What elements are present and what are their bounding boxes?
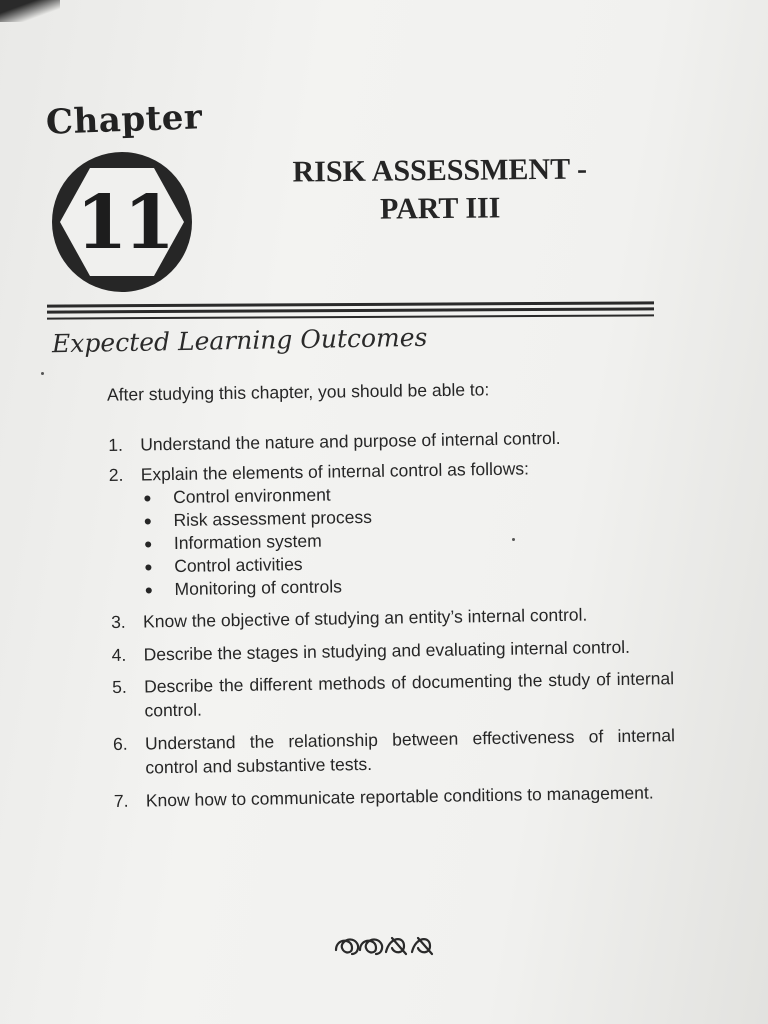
outcome-text: Know the objective of studying an entity’s internal control. bbox=[142, 604, 588, 632]
chapter-badge bbox=[50, 150, 195, 295]
outcome-item bbox=[111, 634, 673, 667]
page-corner-shadow bbox=[0, 0, 60, 22]
sublist-item-text: Control environment bbox=[172, 484, 331, 507]
outcome-text: Describe the different methods of documenting the study of internal control. bbox=[143, 668, 675, 721]
chapter-title-line2: PART III bbox=[379, 191, 501, 226]
print-speck bbox=[41, 372, 44, 375]
sublist-item-text: Control activities bbox=[174, 553, 303, 576]
divider-rule bbox=[47, 301, 654, 307]
decorative-flourish-icon bbox=[332, 928, 436, 958]
outcomes-list bbox=[108, 416, 676, 813]
outcome-number: 7. bbox=[113, 790, 129, 811]
outcome-item bbox=[112, 666, 675, 723]
outcome-item bbox=[113, 723, 676, 780]
divider-rule bbox=[47, 307, 654, 313]
outcome-number: 4. bbox=[111, 644, 127, 665]
outcome-number: 5. bbox=[111, 676, 127, 697]
outcome-item bbox=[111, 601, 673, 634]
outcome-text: Understand the relationship between effectiveness of internal control and substantive tests. bbox=[144, 725, 676, 778]
divider-rule bbox=[47, 314, 654, 319]
bullet-dot-icon: ● bbox=[143, 535, 153, 552]
outcome-text: Understand the nature and purpose of internal control. bbox=[140, 427, 561, 455]
outcome-item bbox=[109, 454, 673, 602]
sublist-item-text: Risk assessment process bbox=[173, 506, 373, 530]
chapter-title bbox=[240, 150, 641, 230]
outcome-sublist bbox=[109, 478, 673, 602]
sublist-item-text: Monitoring of controls bbox=[174, 576, 343, 599]
outcome-number: 3. bbox=[110, 611, 126, 632]
bullet-dot-icon: ● bbox=[144, 581, 154, 598]
chapter-number: 11 bbox=[76, 179, 171, 266]
outcome-text: Know how to communicate reportable conditions to management. bbox=[145, 782, 654, 811]
section-heading: Expected Learning Outcomes bbox=[51, 322, 428, 359]
outcome-text: Explain the elements of internal control as follows: bbox=[140, 458, 530, 485]
outcome-item bbox=[108, 424, 670, 457]
outcome-number: 2. bbox=[108, 464, 124, 485]
outcome-number: 6. bbox=[112, 733, 128, 754]
chapter-title-line1: RISK ASSESSMENT - bbox=[292, 152, 588, 189]
chapter-label: Chapter bbox=[45, 97, 203, 143]
intro-text: After studying this chapter, you should be able to: bbox=[106, 379, 490, 405]
outcome-number: 1. bbox=[108, 434, 124, 455]
sublist-item-text: Information system bbox=[173, 530, 322, 553]
print-speck bbox=[512, 538, 515, 541]
outcome-text: Describe the stages in studying and evaluating internal control. bbox=[143, 636, 631, 665]
bullet-dot-icon: ● bbox=[143, 489, 152, 506]
outcome-item bbox=[114, 780, 676, 813]
bullet-dot-icon: ● bbox=[144, 558, 153, 575]
bullet-dot-icon: ● bbox=[143, 512, 153, 529]
